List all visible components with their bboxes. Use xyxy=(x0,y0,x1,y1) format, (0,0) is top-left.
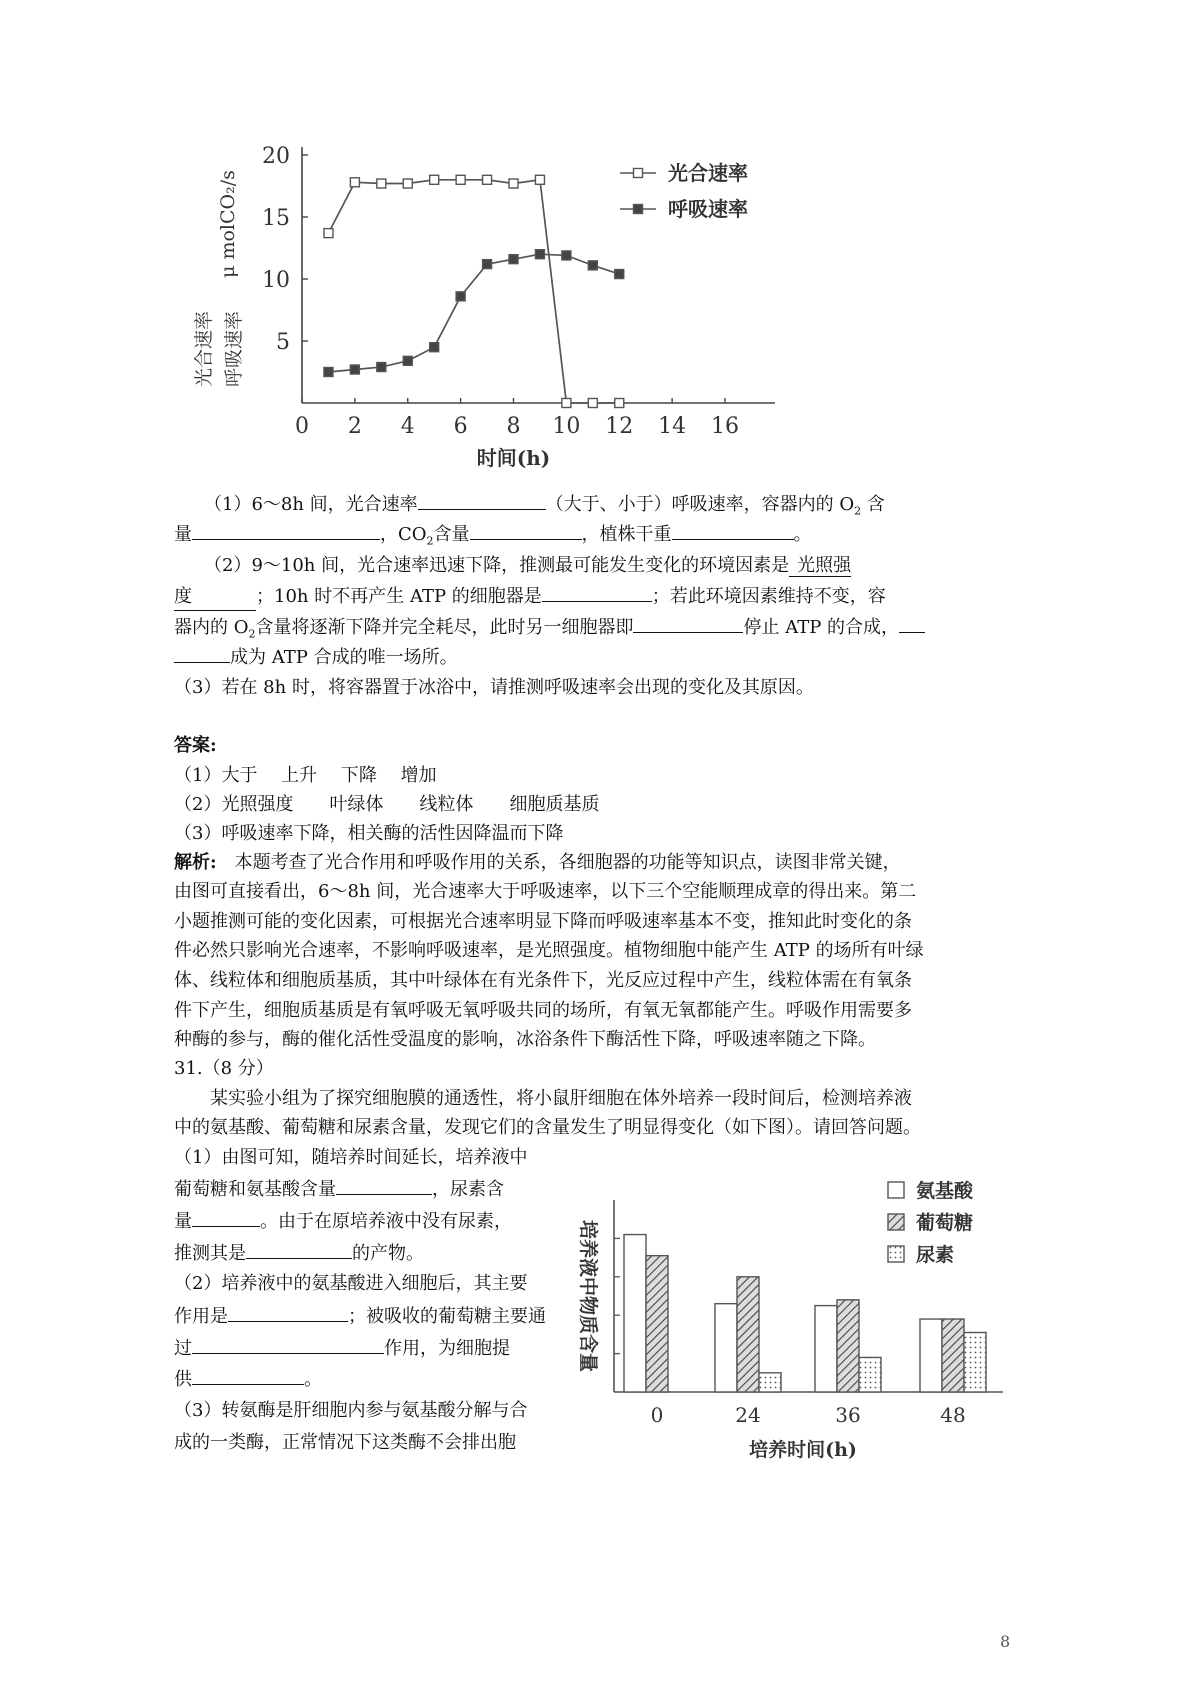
data-point xyxy=(430,175,439,184)
answer-blank[interactable] xyxy=(192,1335,384,1354)
analysis-line-1: 解析: 本题考查了光合作用和呼吸作用的关系，各细胞器的功能等知识点，读图非常关键， xyxy=(174,852,901,873)
legend-label: 光合速率 xyxy=(668,161,748,185)
q31-s2-line-1: （2）培养液中的氨基酸进入细胞后，其主要 xyxy=(174,1273,528,1294)
answer-fill-2: 度 xyxy=(174,584,256,611)
y-tick-label: 15 xyxy=(262,206,290,231)
data-point xyxy=(377,363,386,372)
q2-line-2: 度 ；10h 时不再产生 ATP 的细胞器是 ；若此环境因素维持不变，容 xyxy=(174,583,1039,611)
analysis-line-7: 种酶的参与，酶的催化活性受温度的影响，冰浴条件下酶活性下降，呼吸速率随之下降。 xyxy=(174,1029,876,1050)
answer-title: 答案: xyxy=(174,735,217,756)
bar-尿素 xyxy=(759,1373,781,1392)
q31-intro-2: 中的氨基酸、葡萄糖和尿素含量，发现它们的含量发生了明显得变化（如下图）。请回答问题。 xyxy=(174,1117,921,1138)
legend-marker xyxy=(634,205,643,214)
answer-blank[interactable] xyxy=(192,1366,304,1385)
q31-s1-line-2: 葡萄糖和氨基酸含量 ，尿素含 xyxy=(174,1176,504,1203)
q31-s3-line-2: 成的一类酶，正常情况下这类酶不会排出胞 xyxy=(174,1432,516,1453)
y-axis-title-line-1: 光合速率 xyxy=(193,310,215,388)
data-point xyxy=(350,365,359,374)
q31-s2-line-3: 过 作用，为细胞提 xyxy=(174,1335,510,1362)
q3-line: （3）若在 8h 时，将容器置于冰浴中，请推测呼吸速率会出现的变化及其原因。 xyxy=(174,677,814,698)
analysis-line-5: 体、线粒体和细胞质基质，其中叶绿体在有光条件下，光反应过程中产生，线粒体需在有氧条 xyxy=(174,970,912,991)
data-point xyxy=(562,399,571,408)
x-tick-label: 2 xyxy=(347,414,362,439)
bar-氨基酸 xyxy=(715,1304,737,1392)
answer-blank[interactable] xyxy=(418,491,546,510)
q1-line-1: （1）6～8h 间，光合速率 （大于、小于）呼吸速率，容器内的 $O_2$ 含 xyxy=(174,491,1039,525)
x-tick-label: 36 xyxy=(835,1403,861,1427)
legend-label: 呼吸速率 xyxy=(668,197,748,221)
bar-氨基酸 xyxy=(920,1319,942,1392)
data-point xyxy=(456,175,465,184)
x-tick-label: 8 xyxy=(506,414,521,439)
data-point xyxy=(456,292,465,301)
answer-1: （1）大于 上升 下降 增加 xyxy=(174,765,437,786)
bar-氨基酸 xyxy=(815,1306,837,1392)
bar-尿素 xyxy=(964,1332,986,1392)
legend-label: 葡萄糖 xyxy=(916,1212,974,1234)
q2-line-4: 成为 ATP 合成的唯一场所。 xyxy=(174,644,1039,671)
answer-blank[interactable] xyxy=(174,644,230,663)
data-point xyxy=(324,368,333,377)
x-axis-title: 时间(h) xyxy=(476,446,551,470)
data-point xyxy=(350,178,359,187)
q31-s1-line-1: （1）由图可知，随培养时间延长，培养液中 xyxy=(174,1147,528,1168)
answer-blank[interactable] xyxy=(336,1176,432,1195)
legend-swatch xyxy=(888,1182,904,1198)
q31-s2-line-4: 供 。 xyxy=(174,1366,322,1393)
y-tick-label: 20 xyxy=(262,144,290,169)
x-tick-label: 24 xyxy=(735,1403,761,1427)
x-tick-label: 4 xyxy=(400,414,415,439)
data-point xyxy=(615,270,624,279)
bar-葡萄糖 xyxy=(942,1319,964,1392)
answer-2: （2）光照强度 叶绿体 线粒体 细胞质基质 xyxy=(174,794,600,815)
y-tick-label: 10 xyxy=(262,268,290,293)
answer-3: （3）呼吸速率下降，相关酶的活性因降温而下降 xyxy=(174,823,564,844)
legend-swatch xyxy=(888,1214,904,1230)
bar-葡萄糖 xyxy=(737,1277,759,1392)
y-axis-unit: μ molCO₂/s xyxy=(217,170,239,278)
bar-尿素 xyxy=(859,1357,881,1392)
page-number: 8 xyxy=(1000,1632,1011,1651)
bar-葡萄糖 xyxy=(646,1256,668,1392)
x-axis-title: 培养时间(h) xyxy=(749,1439,857,1461)
analysis-line-2: 由图可直接看出，6～8h 间，光合速率大于呼吸速率，以下三个空能顺理成章的得出来。第二 xyxy=(174,881,917,902)
x-tick-label: 6 xyxy=(453,414,468,439)
analysis-line-4: 件必然只影响光合速率，不影响呼吸速率，是光照强度。植物细胞中能产生 ATP 的场所有叶绿 xyxy=(174,940,924,961)
x-tick-label: 16 xyxy=(711,414,739,439)
series-line-2 xyxy=(328,254,619,372)
answer-blank[interactable] xyxy=(246,1240,352,1259)
data-point xyxy=(588,399,597,408)
q31-header: 31.（8 分） xyxy=(174,1058,274,1079)
data-point xyxy=(535,250,544,259)
data-point xyxy=(403,356,412,365)
legend-swatch xyxy=(888,1246,904,1262)
rate-line-chart xyxy=(190,135,810,480)
x-tick-label: 10 xyxy=(552,414,581,439)
data-point xyxy=(377,179,386,188)
q2-line-1: （2）9～10h 间，光合速率迅速下降，推测最可能发生变化的环境因素是 光照强 xyxy=(204,555,852,576)
answer-blank[interactable] xyxy=(633,614,743,633)
answer-fill-1: 光照强 xyxy=(789,555,851,577)
q1-line-2: 量 ，$CO_2$含量 ，植株干重 。 xyxy=(174,521,1039,555)
y-tick-label: 5 xyxy=(276,330,290,355)
legend-label: 尿素 xyxy=(916,1244,955,1266)
answer-blank[interactable] xyxy=(228,1303,348,1322)
y-axis-title-line-2: 呼吸速率 xyxy=(223,310,245,388)
x-tick-label: 12 xyxy=(605,414,634,439)
analysis-line-6: 件下产生，细胞质基质是有氧呼吸无氧呼吸共同的场所，有氧无氧都能产生。呼吸作用需要多 xyxy=(174,1000,912,1021)
medium-content-bar-chart xyxy=(577,1180,1078,1515)
answer-blank[interactable] xyxy=(672,521,794,540)
series-line-1 xyxy=(328,180,619,403)
data-point xyxy=(483,175,492,184)
data-point xyxy=(615,399,624,408)
q2-line-3: 器内的 $O_2$含量将逐渐下降并完全耗尽，此时另一细胞器即 停止 ATP 的合成， xyxy=(174,614,1039,648)
answer-blank[interactable] xyxy=(470,521,582,540)
q31-s2-line-2: 作用是 ；被吸收的葡萄糖主要通 xyxy=(174,1303,546,1330)
x-tick-label: 14 xyxy=(658,414,687,439)
bar-葡萄糖 xyxy=(837,1300,859,1392)
data-point xyxy=(403,179,412,188)
answer-blank[interactable] xyxy=(192,1208,260,1227)
x-tick-label: 0 xyxy=(650,1403,664,1427)
q31-s1-line-4: 推测其是 的产物。 xyxy=(174,1240,424,1267)
answer-blank[interactable] xyxy=(542,583,652,602)
data-point xyxy=(430,343,439,352)
q31-intro-1: 某实验小组为了探究细胞膜的通透性，将小鼠肝细胞在体外培养一段时间后，检测培养液 xyxy=(174,1088,912,1109)
data-point xyxy=(509,179,518,188)
q31-s3-line-1: （3）转氨酶是肝细胞内参与氨基酸分解与合 xyxy=(174,1400,528,1421)
answer-blank[interactable] xyxy=(899,614,925,633)
data-point xyxy=(588,261,597,270)
x-tick-label: 0 xyxy=(295,414,309,439)
y-axis-title: 培养液中物质含量 xyxy=(577,1219,599,1373)
data-point xyxy=(324,229,333,238)
x-tick-label: 48 xyxy=(940,1403,966,1427)
legend-label: 氨基酸 xyxy=(916,1180,974,1202)
bar-氨基酸 xyxy=(624,1235,646,1392)
data-point xyxy=(483,260,492,269)
answer-blank[interactable] xyxy=(192,521,380,540)
data-point xyxy=(509,255,518,264)
data-point xyxy=(562,251,571,260)
analysis-line-3: 小题推测可能的变化因素，可根据光合速率明显下降而呼吸速率基本不变，推知此时变化的条 xyxy=(174,911,912,932)
legend-marker xyxy=(634,169,643,178)
data-point xyxy=(535,175,544,184)
q31-s1-line-3: 量 。由于在原培养液中没有尿素， xyxy=(174,1208,512,1235)
